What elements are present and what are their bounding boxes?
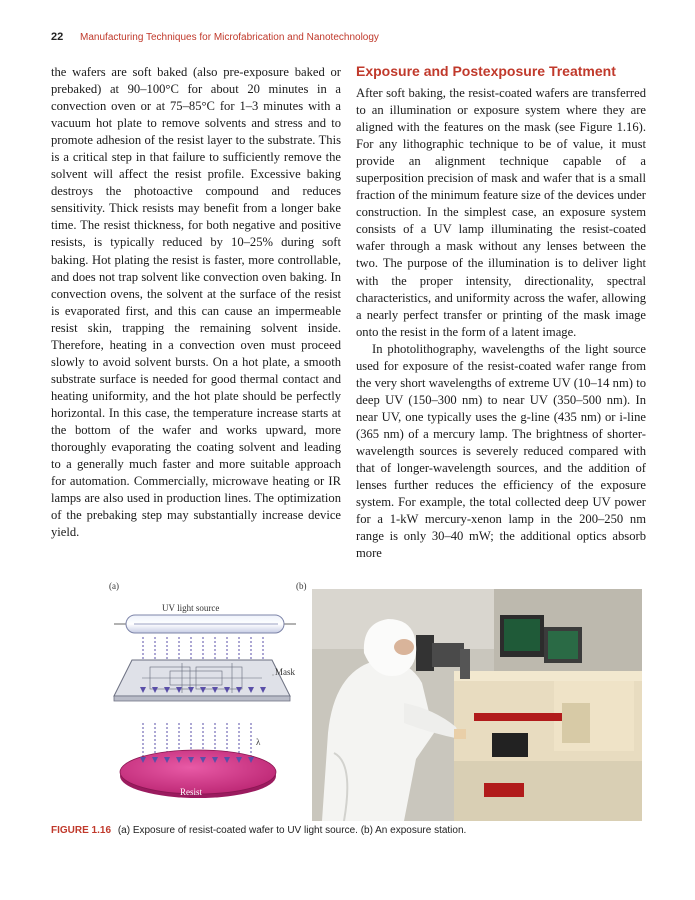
panel-a-label: (a) bbox=[109, 581, 119, 591]
left-column bbox=[51, 64, 341, 541]
figure-panel-a bbox=[109, 581, 310, 815]
right-paragraph-2: In photolithography, wavelengths of the light source used for exposure of the resist-coated wafer range from the very short wavelengths of extreme UV (10–14 nm) to deep UV (150–300 nm) to near UV (350–500 nm). In near UV, one typically uses the g-line (435 nm) or i-line (365 nm) of a mercury lamp. The brightness of shorter-wavelength sources is severely reduced compared with that of longer-wavelength sources, and the addition of lenses further reduces the efficiency of the exposure system. For example, the total collected deep UV power for a 1-kW mercury-xenon lamp in the 200–250 nm range is only 30–40 mW; the additional optics absorb more bbox=[356, 341, 646, 561]
uv-source-label: UV light source bbox=[162, 603, 220, 613]
lambda-label: λ bbox=[256, 737, 261, 747]
running-head bbox=[51, 31, 379, 43]
left-paragraph: the wafers are soft baked (also pre-exposure baked or prebaked) at 90–100°C for about 20 minutes in a convection oven or at 75–85°C for 1–3 minutes with a vacuum hot plate to remove solvents and stress and to promote adhesion of the resist layer to the substrate. This is a critical step in that failure to sufficiently remove the solvent will affect the resist profile. Excessive baking destroys the photoactive compound and reduces sensitivity. Thick resists may benefit from a longer bake time. The resist thickness, for both negative and positive resists, is typically reduced by 10–25% during soft baking. Hot plating the resist is faster, more controllable, and does not trap solvent like convection oven baking. In convection ovens, the solvent at the surface of the resist is evaporated first, and this can cause an impermeable resist skin, trapping the remaining solvent inside. Therefore, heating in a convection oven must proceed slowly to avoid solvent bursts. On a hot plate, a smooth substrate surface is needed for good thermal contact and heating uniformity, and the hot plate should be perfectly horizontal. In this case, the temperature increase starts at the bottom of the wafer and works upward, more thoroughly evaporating the coating solvent and leading to a generally much faster and more suitable approach for automation. Commercially, microwave heating or IR lamps are also used in production lines. The optimization of the prebaking step may substantially increase device yield. bbox=[51, 65, 341, 540]
exposure-station-photo bbox=[304, 583, 642, 821]
mask-plate bbox=[114, 660, 290, 701]
right-column bbox=[356, 63, 646, 562]
exposure-diagram bbox=[112, 583, 310, 815]
caption-text: (a) Exposure of resist-coated wafer to UV light source. (b) An exposure station. bbox=[117, 825, 467, 836]
figure-caption bbox=[51, 825, 651, 836]
mask-label: Mask bbox=[275, 667, 295, 677]
uv-lamp bbox=[114, 615, 296, 633]
section-heading: Exposure and Postexposure Treatment bbox=[356, 63, 616, 79]
resist-label: Resist bbox=[180, 787, 203, 797]
figure-panel-b bbox=[296, 581, 642, 821]
page-number: 22 bbox=[51, 31, 64, 43]
right-paragraph-1: After soft baking, the resist-coated wafers are transferred to an illumination or exposure system where they are aligned with the features on the mask (see Figure 1.16). For any lithographic technique to be of value, it must provide an alignment technique capable of a superposition precision of mask and wafer that is a small fraction of the minimum feature size of the devices under construction. In the simplest case, an exposure system consists of a UV lamp illuminating the resist-coated wafer through a mask without any lenses between the two. The purpose of the illumination is to deliver light with the proper intensity, directionality, spectral characteristics, and uniformity across the wafer, allowing a nearly perfect transfer or printing of the mask image onto the resist in the form of a latent image. bbox=[356, 86, 646, 339]
panel-b-label: (b) bbox=[296, 581, 307, 591]
book-title: Manufacturing Techniques for Microfabrication and Nanotechnology bbox=[80, 32, 379, 43]
aligner-machine bbox=[454, 671, 642, 821]
caption-label: FIGURE 1.16 bbox=[51, 825, 112, 836]
